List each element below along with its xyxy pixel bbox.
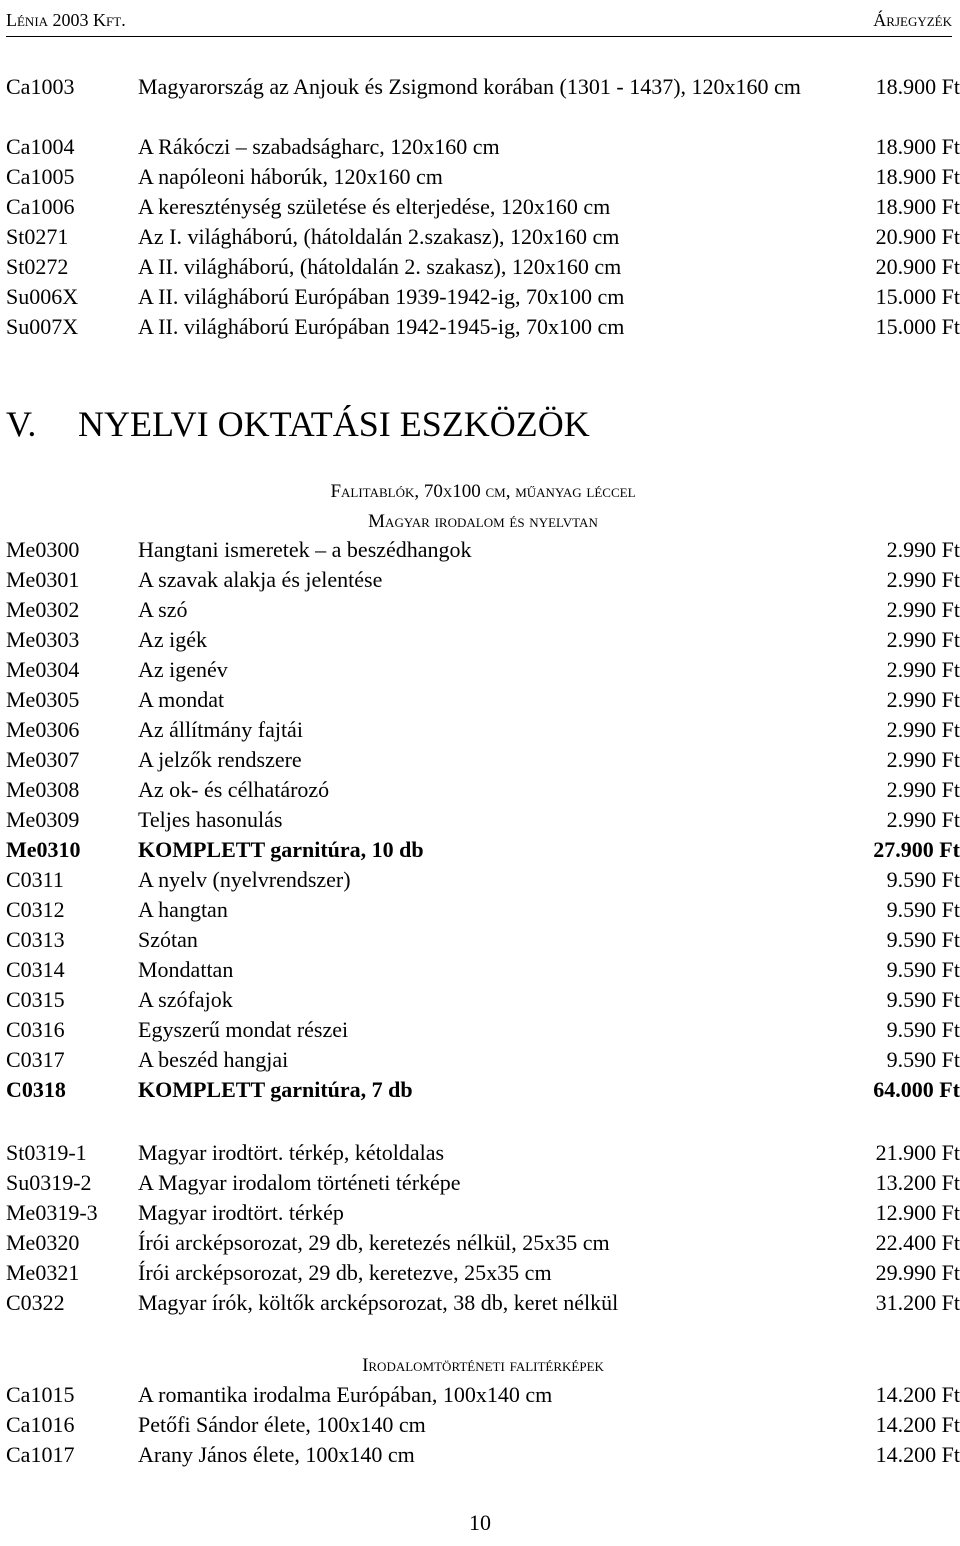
item-description: Írói arcképsorozat, 29 db, keretezve, 25x35 cm [138,1260,552,1285]
item-price: 15.000 Ft [875,284,960,309]
item-code: C0322 [6,1290,65,1315]
table-row [6,985,960,1015]
table-row [6,775,960,805]
item-price: 9.590 Ft [886,1017,960,1042]
item-price: 9.590 Ft [886,927,960,952]
item-description: A II. világháború Európában 1939-1942-ig, 70x100 cm [138,284,625,309]
item-price: 2.990 Ft [886,567,960,592]
item-description: Az I. világháború, (hátoldalán 2.szakasz), 120x160 cm [138,224,620,249]
item-code: C0314 [6,957,65,982]
item-description: A szó [138,597,188,622]
item-price: 2.990 Ft [886,777,960,802]
item-description: Magyarország az Anjouk és Zsigmond korában (1301 - 1437), 120x160 cm [138,74,801,99]
item-description: Magyar irodtört. térkép, kétoldalas [138,1140,445,1165]
item-price: 9.590 Ft [886,867,960,892]
table-row [6,865,960,895]
subtitle-falitérképek: Irodalomtörténeti falitérképek [362,1355,604,1376]
item-code: C0318 [6,1077,66,1102]
item-code: Su007X [6,314,79,339]
item-price: 9.590 Ft [886,897,960,922]
table-row [6,252,960,282]
item-code: Ca1016 [6,1412,75,1437]
item-description: A beszéd hangjai [138,1047,289,1072]
item-code: C0312 [6,897,65,922]
section-heading [6,402,590,446]
table-row [6,685,960,715]
item-code: Su0319-2 [6,1170,92,1195]
item-code: Ca1004 [6,134,75,159]
item-price: 31.200 Ft [875,1290,960,1315]
table-row [6,1138,960,1168]
item-code: C0315 [6,987,65,1012]
table-row [6,1288,960,1318]
page-number: 10 [469,1510,491,1535]
item-description: A kereszténység születése és elterjedése, 120x160 cm [138,194,611,219]
item-description: KOMPLETT garnitúra, 7 db [138,1077,413,1102]
table-row [6,312,960,342]
item-price: 20.900 Ft [875,254,960,279]
item-description: Az ok- és célhatározó [138,777,330,802]
item-price: 20.900 Ft [875,224,960,249]
item-price: 2.990 Ft [886,597,960,622]
subtitle-falitablok: Falitablók, 70x100 cm, műanyag léccel [330,481,636,502]
price-list-maps [6,72,960,342]
item-description: Petőfi Sándor élete, 100x140 cm [138,1412,426,1437]
price-list-literary-maps [6,1380,960,1470]
table-row [6,595,960,625]
item-price: 9.590 Ft [886,1047,960,1072]
item-code: Me0300 [6,537,80,562]
table-row [6,715,960,745]
item-description: A II. világháború, (hátoldalán 2. szakasz), 120x160 cm [138,254,622,279]
table-row [6,565,960,595]
item-code: St0319-1 [6,1140,87,1165]
item-description: Magyar írók, költők arcképsorozat, 38 db, keret nélkül [138,1290,619,1315]
item-code: Me0319-3 [6,1200,98,1225]
item-description: A szavak alakja és jelentése [138,567,383,592]
item-description: A mondat [138,687,225,712]
table-row [6,162,960,192]
item-price: 18.900 Ft [875,134,960,159]
item-code: Me0303 [6,627,80,652]
item-code: Me0309 [6,807,80,832]
item-code: Ca1017 [6,1442,75,1467]
item-description: Szótan [138,927,198,952]
item-description: Teljes hasonulás [138,807,283,832]
company-name: Lénia 2003 Kft. [6,10,126,30]
item-description: Hangtani ismeretek – a beszédhangok [138,537,472,562]
item-price: 2.990 Ft [886,807,960,832]
item-code: Ca1003 [6,74,75,99]
table-row [6,1440,960,1470]
table-row [6,192,960,222]
table-row [6,745,960,775]
item-price: 21.900 Ft [875,1140,960,1165]
item-price: 2.990 Ft [886,657,960,682]
item-price: 64.000 Ft [873,1077,960,1102]
item-code: C0311 [6,867,64,892]
subtitle-irodalom-nyelvtan: Magyar irodalom és nyelvtan [368,511,598,532]
item-code: C0313 [6,927,65,952]
item-description: A hangtan [138,897,228,922]
item-code: Me0301 [6,567,80,592]
table-row [6,1380,960,1410]
item-code: Ca1005 [6,164,75,189]
item-price: 15.000 Ft [875,314,960,339]
item-price: 14.200 Ft [875,1442,960,1467]
item-description: A Rákóczi – szabadságharc, 120x160 cm [138,134,500,159]
item-price: 9.590 Ft [886,987,960,1012]
table-row [6,655,960,685]
item-code: Me0307 [6,747,80,772]
item-code: Me0306 [6,717,80,742]
item-description: Írói arcképsorozat, 29 db, keretezés nélkül, 25x35 cm [138,1230,610,1255]
table-row [6,72,960,132]
item-code: Me0310 [6,837,81,862]
item-price: 2.990 Ft [886,687,960,712]
table-row [6,535,960,565]
item-description: Az igék [138,627,208,652]
item-code: Me0302 [6,597,80,622]
item-price: 13.200 Ft [875,1170,960,1195]
table-row [6,895,960,925]
item-description: A Magyar irodalom történeti térképe [138,1170,461,1195]
table-row [6,1410,960,1440]
item-description: Mondattan [138,957,234,982]
table-row [6,1015,960,1045]
item-code: Ca1015 [6,1382,75,1407]
table-row [6,282,960,312]
item-price: 18.900 Ft [875,164,960,189]
item-price: 18.900 Ft [875,74,960,99]
section-number: V. [6,404,37,444]
item-description: Arany János élete, 100x140 cm [138,1442,415,1467]
item-code: St0271 [6,224,69,249]
item-description: Az igenév [138,657,228,682]
section-title: NYELVI OKTATÁSI ESZKÖZÖK [78,404,590,444]
table-row [6,1198,960,1228]
table-row [6,1075,960,1105]
table-row [6,132,960,162]
item-price: 2.990 Ft [886,717,960,742]
item-price: 14.200 Ft [875,1382,960,1407]
item-code: Me0305 [6,687,80,712]
item-code: Me0308 [6,777,80,802]
table-row [6,955,960,985]
item-code: Me0304 [6,657,80,682]
item-description: A jelzők rendszere [138,747,302,772]
document-title: Árjegyzék [873,10,952,30]
table-row [6,625,960,655]
item-price: 18.900 Ft [875,194,960,219]
item-code: Me0321 [6,1260,80,1285]
item-code: Me0320 [6,1230,80,1255]
item-code: C0316 [6,1017,65,1042]
item-code: C0317 [6,1047,65,1072]
item-description: Egyszerű mondat részei [138,1017,349,1042]
item-price: 29.990 Ft [875,1260,960,1285]
table-row [6,1168,960,1198]
item-price: 14.200 Ft [875,1412,960,1437]
item-price: 12.900 Ft [875,1200,960,1225]
table-row [6,1045,960,1075]
price-list-language [6,535,960,1105]
item-description: A nyelv (nyelvrendszer) [138,867,351,892]
item-code: St0272 [6,254,69,279]
item-description: A napóleoni háborúk, 120x160 cm [138,164,443,189]
item-code: Su006X [6,284,79,309]
item-price: 2.990 Ft [886,627,960,652]
table-row [6,1228,960,1258]
table-row [6,835,960,865]
item-description: A romantika irodalma Európában, 100x140 cm [138,1382,553,1407]
table-row [6,925,960,955]
item-price: 22.400 Ft [875,1230,960,1255]
item-description: A szófajok [138,987,233,1012]
item-price: 2.990 Ft [886,747,960,772]
item-description: Az állítmány fajtái [138,717,303,742]
table-row [6,805,960,835]
item-description: Magyar irodtört. térkép [138,1200,344,1225]
item-code: Ca1006 [6,194,75,219]
table-row [6,1258,960,1288]
item-price: 27.900 Ft [873,837,960,862]
item-description: KOMPLETT garnitúra, 10 db [138,837,424,862]
item-description: A II. világháború Európában 1942-1945-ig, 70x100 cm [138,314,625,339]
item-price: 2.990 Ft [886,537,960,562]
page-header [6,6,952,37]
price-list-literature [6,1138,960,1318]
item-price: 9.590 Ft [886,957,960,982]
table-row [6,222,960,252]
